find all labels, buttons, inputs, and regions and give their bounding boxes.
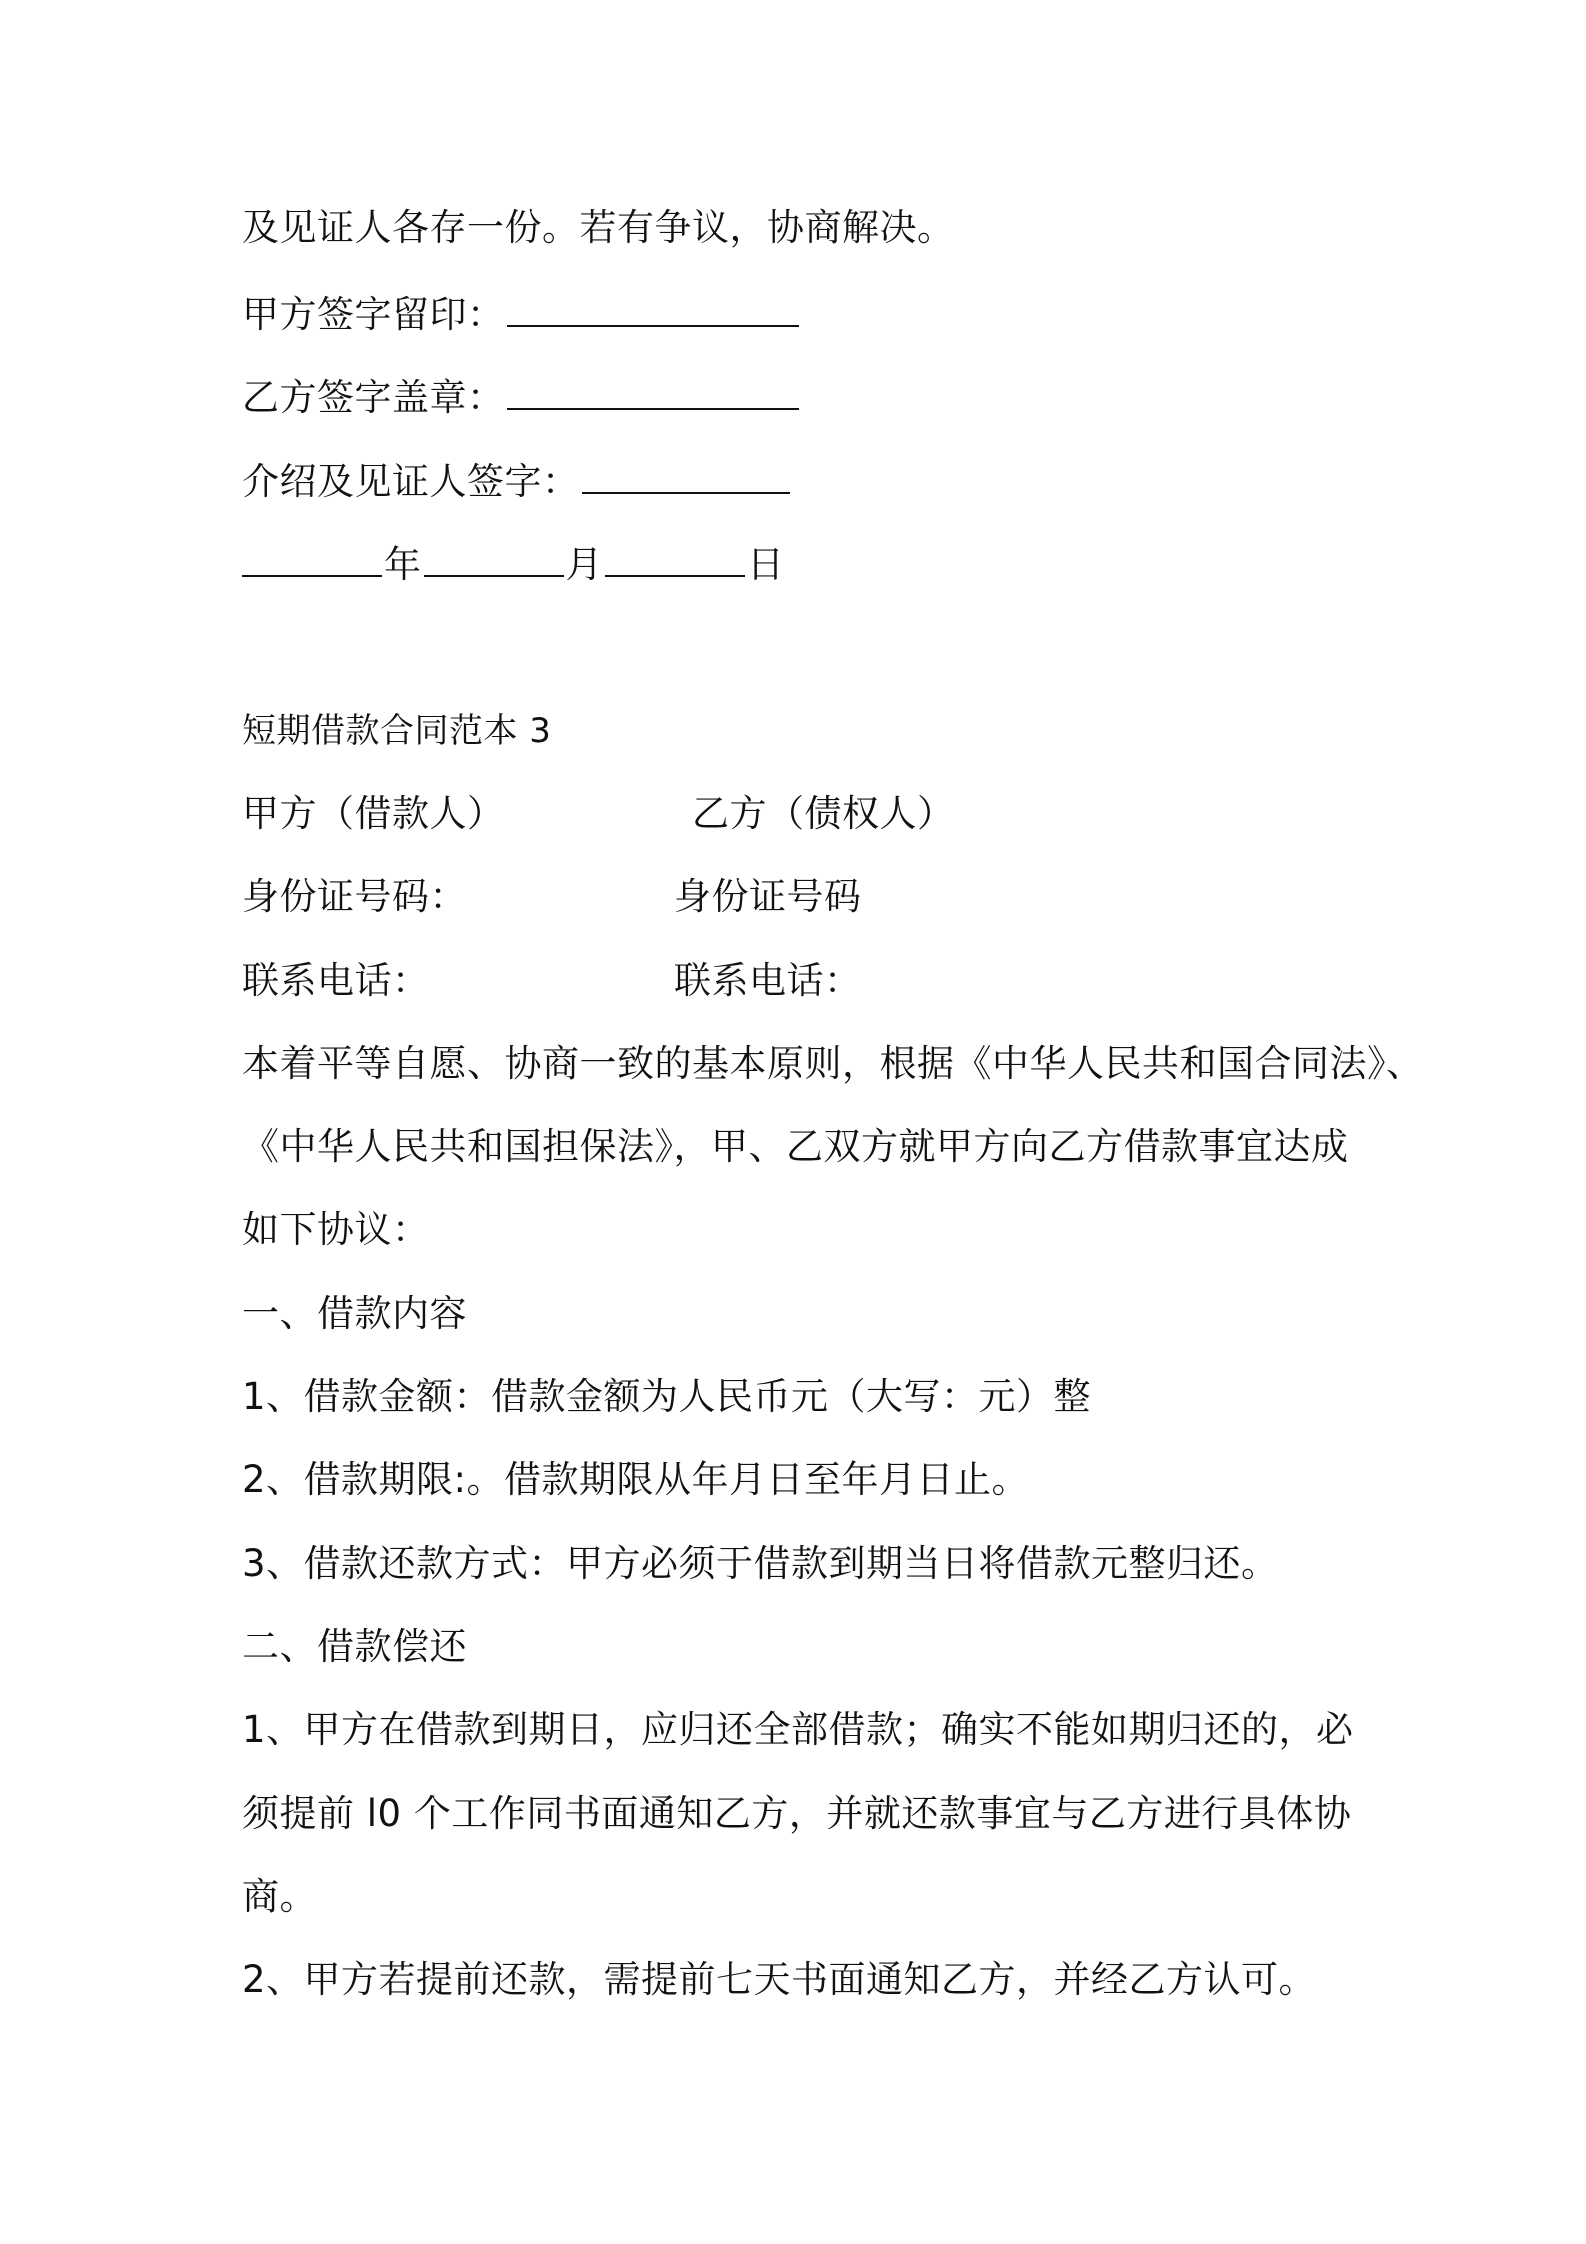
contract-title: 短期借款合同范本 3: [242, 711, 552, 751]
signature-label: 介绍及见证人签字：: [242, 460, 580, 503]
signature-blank: [507, 374, 799, 410]
signature-label: 甲方签字留印：: [242, 293, 505, 336]
signature-blank: [582, 458, 790, 494]
signature-line-party-a: [242, 290, 801, 340]
signature-line-party-b: [242, 373, 801, 423]
signature-line-witness: [242, 457, 792, 507]
clause-line: 1、甲方在借款到期日，应归还全部借款；确实不能如期归还的，必: [242, 1708, 1354, 1751]
id-b-label: 身份证号码: [674, 875, 862, 918]
month-blank: [424, 541, 564, 577]
clause-line: 2、借款期限:。借款期限从年月日至年月日止。: [242, 1458, 1030, 1501]
id-number-line: [242, 872, 862, 922]
party-a-label: 甲方（借款人）: [242, 792, 505, 835]
section-heading: 二、借款偿还: [242, 1625, 467, 1668]
party-b-label: 乙方（债权人）: [692, 792, 955, 835]
id-a-label: 身份证号码：: [242, 875, 467, 918]
phone-line: [242, 956, 862, 1006]
phone-a-label: 联系电话：: [242, 959, 430, 1002]
clause-line: 1、借款金额：借款金额为人民币元（大写：元）整: [242, 1375, 1092, 1418]
day-blank: [605, 541, 745, 577]
year-label: 年: [384, 543, 422, 586]
paragraph-line: 本着平等自愿、协商一致的基本原则，根据《中华人民共和国合同法》、: [242, 1042, 1424, 1085]
phone-b-label: 联系电话：: [674, 959, 862, 1002]
year-blank: [242, 541, 382, 577]
parties-line: [242, 789, 955, 839]
clause-line: 3、借款还款方式：甲方必须于借款到期当日将借款元整归还。: [242, 1542, 1279, 1585]
clause-line: 商。: [242, 1875, 317, 1918]
section-heading: 一、借款内容: [242, 1292, 467, 1335]
clause-line: 2、甲方若提前还款，需提前七天书面通知乙方，并经乙方认可。: [242, 1958, 1317, 2001]
signature-label: 乙方签字盖章：: [242, 376, 505, 419]
text-line: 及见证人各存一份。若有争议，协商解决。: [242, 206, 955, 249]
paragraph-line: 如下协议：: [242, 1208, 430, 1251]
date-line: [242, 540, 785, 590]
clause-line: 须提前 l0 个工作同书面通知乙方，并就还款事宜与乙方进行具体协: [242, 1792, 1352, 1835]
day-label: 日: [747, 543, 785, 586]
paragraph-line: 《中华人民共和国担保法》，甲、乙双方就甲方向乙方借款事宜达成: [242, 1125, 1349, 1168]
month-label: 月: [565, 543, 603, 586]
signature-blank: [507, 291, 799, 327]
